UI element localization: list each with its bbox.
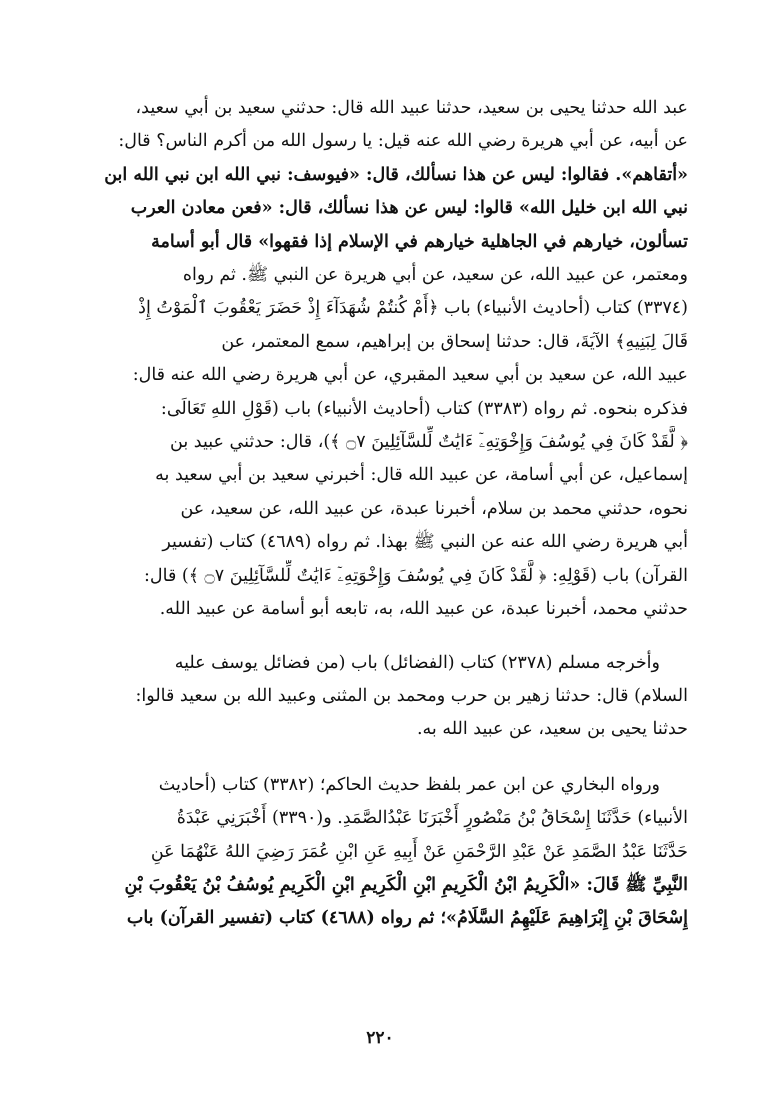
text-line: فذكره بنحوه. ثم رواه (٣٣٨٣) كتاب (أحاديث الأنبياء) باب (قَوْلِ اللهِ تَعَالَى: [160, 398, 688, 419]
text-line-hadith-matn: النَّبِيِّ ﷺ قَالَ: «الْكَرِيمُ ابْنُ الْكَرِيمِ ابْنِ الْكَرِيمِ ابْنِ الْكَرِيمِ يُوسُفُ بْنُ يَعْقُوبَ بْنِ [124, 874, 688, 895]
text-line: حدثنا يحيى بن سعيد، عن عبيد الله به. [416, 719, 688, 740]
text-line: نحوه، حدثني محمد بن سلام، أخبرنا عبدة، عن عبيد الله، عن سعيد، عن [180, 498, 688, 519]
paragraph-hadith-bukhari [72, 92, 688, 627]
text-line: عبد الله حدثنا يحيى بن سعيد، حدثنا عبيد الله قال: حدثني سعيد بن أبي سعيد، [135, 98, 688, 118]
text-line-hadith-matn: «أتقاهم». فقالوا: ليس عن هذا نسألك، قال: «فيوسف: نبي الله ابن نبي الله ابن [104, 164, 688, 185]
document-page [72, 92, 688, 936]
text-line-isnad: حَدَّثَنَا عَبْدُ الصَّمَدِ عَنْ عَبْدِ الرَّحْمَنِ عَنْ أَبِيهِ عَنِ ابْنِ عُمَرَ رَضِيَ اللهُ عَنْهُمَا عَنِ [150, 841, 688, 862]
text-line: حدثني محمد، أخبرنا عبدة، عن عبيد الله، به، تابعه أبو أسامة عن عبيد الله. [159, 599, 688, 620]
text-line-hadith-matn: إِسْحَاقَ بْنِ إِبْرَاهِيمَ عَلَيْهِمُ السَّلَامُ»؛ ثم رواه (٤٦٨٨) كتاب (تفسير القرآن) باب [126, 908, 688, 929]
paragraph-gap [72, 747, 688, 769]
text-line: أبي هريرة رضي الله عنه عن النبي ﷺ بهذا. ثم رواه (٤٦٨٩) كتاب (تفسير [162, 532, 688, 553]
paragraph-muslim [72, 647, 688, 747]
text-line-quran: ﴿ لَّقَدْ كَانَ فِي يُوسُفَ وَإِخْوَتِهِۦٓ ءَايَٰتٌ لِّلسَّآئِلِينَ ۝٧ ﴾)، قال: حدثني عبيد بن [170, 432, 688, 453]
text-line: ورواه البخاري عن ابن عمر بلفظ حديث الحاكم؛ (٣٣٨٢) كتاب (أحاديث [158, 774, 660, 795]
text-line: إسماعيل، عن أبي أسامة، عن عبيد الله قال: أخبرني سعيد بن أبي سعيد به [155, 465, 688, 486]
page-number: ٢٢٠ [366, 1028, 394, 1048]
text-line: عن أبيه، عن أبي هريرة رضي الله عنه قيل: يا رسول الله من أكرم الناس؟ قال: [118, 131, 688, 152]
text-line-quran: (٣٣٧٤) كتاب (أحاديث الأنبياء) باب ﴿أَمْ كُنتُمْ شُهَدَآءَ إِذْ حَضَرَ يَعْقُوبَ ٱلْمَوْتُ إِذْ [138, 298, 688, 319]
paragraph-ibn-umar [72, 769, 688, 936]
text-line-isnad: الأنبياء) حَدَّثَنَا إِسْحَاقُ بْنُ مَنْصُورٍ أَخْبَرَنَا عَبْدُالصَّمَدِ. و(٣٣٩٠) أَخْبَرَنِي عَبْدَةُ [176, 808, 688, 829]
text-line-quran: القرآن) باب (قَوْلِهِ: ﴿ لَّقَدْ كَانَ فِي يُوسُفَ وَإِخْوَتِهِۦٓ ءَايَٰتٌ لِّلسَّآئِلِينَ ۝٧ ﴾) قال: [144, 565, 688, 586]
text-line: عبيد الله، عن سعيد بن أبي سعيد المقبري، عن أبي هريرة رضي الله عنه قال: [132, 365, 688, 386]
text-line: السلام) قال: حدثنا زهير بن حرب ومحمد بن المثنى وعبيد الله بن سعيد قالوا: [135, 685, 688, 706]
text-line-hadith-matn: نبي الله ابن خليل الله» قالوا: ليس عن هذا نسألك، قال: «فعن معادن العرب [130, 198, 688, 219]
text-line-quran: قَالَ لِبَنِيهِ﴾ الآيَةَ، قال: حدثنا إسحاق بن إبراهيم، سمع المعتمر، عن [221, 331, 688, 352]
text-line-hadith-matn: تسألون، خيارهم في الجاهلية خيارهم في الإسلام إذا فقهوا» قال أبو أسامة [151, 231, 688, 252]
text-line: وأخرجه مسلم (٢٣٧٨) كتاب (الفضائل) باب (من فضائل يوسف عليه [174, 652, 660, 673]
text-line: ومعتمر، عن عبيد الله، عن سعيد، عن أبي هريرة عن النبي ﷺ. ثم رواه [182, 265, 688, 286]
paragraph-gap [72, 627, 688, 647]
